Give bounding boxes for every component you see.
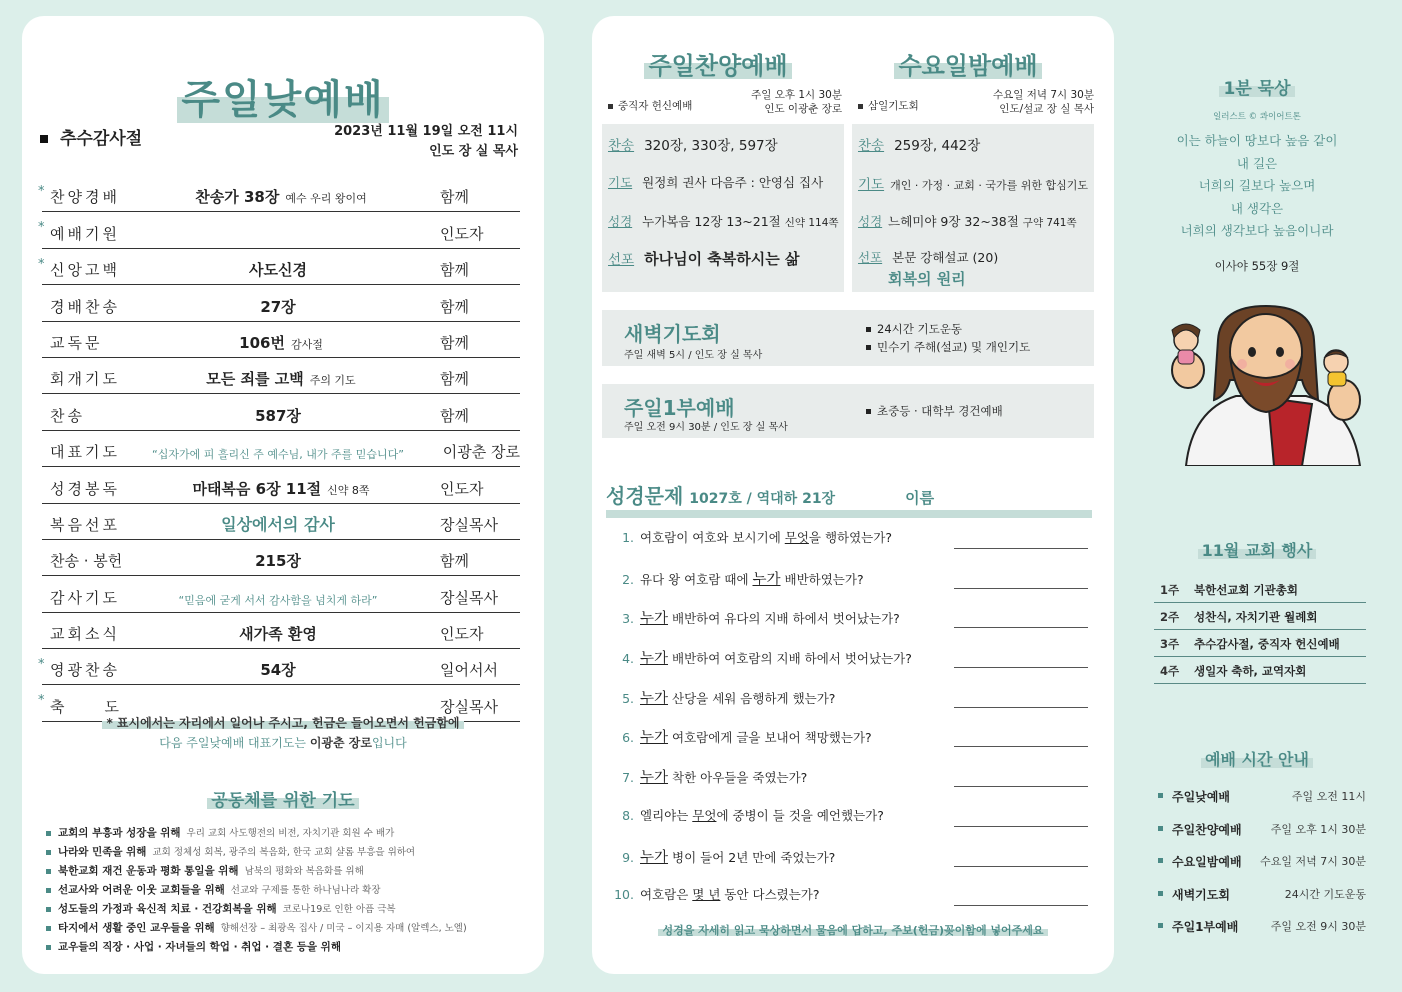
bullet-icon [46, 850, 51, 855]
list-item: 교우들의 직장 · 사업 · 자녀들의 학업 · 취업 · 결혼 등을 위해 [46, 938, 526, 957]
left-panel [22, 16, 544, 974]
quiz-question: 2. 유다 왕 여호람 때에 누가 배반하였는가? [622, 572, 864, 588]
bullet-icon [46, 907, 51, 912]
list-item: 4주 생일자 축하, 교역자회 [1154, 657, 1366, 684]
praise-service-sub: 중직자 헌신예배 [608, 98, 692, 113]
answer-line[interactable] [954, 588, 1088, 589]
wednesday-service-title: 수요일밤예배 [848, 46, 1088, 81]
list-item: 주일낮예배 주일 오전 11시 [1158, 786, 1366, 819]
middle-panel [592, 16, 1114, 974]
quiz-question: 10. 여호람은 몇 년 동안 다스렸는가? [614, 887, 820, 902]
list-item: 1주 북한선교회 기관총회 [1154, 576, 1366, 603]
list-item: 타지에서 생활 중인 교우들을 위해 향해선장 – 최광옥 집사 / 미국 – 이지용 자매 (알렉스, 노엘) [46, 919, 526, 938]
quiz-footer-note: 성경을 자세히 읽고 묵상하면서 물음에 답하고, 주보(헌금)꽂이함에 넣어주세요 [662, 924, 1044, 937]
illustration-credit: 일러스트 © 콰이어트톤 [1213, 112, 1301, 122]
list-item: 선포 하나님이 축복하시는 삶 [608, 250, 800, 268]
bullet-icon [46, 945, 51, 950]
quiz-question: 3. 누가 배반하여 유다의 지배 하에서 벗어났는가? [622, 611, 900, 627]
list-item: 새벽기도회 24시간 기도운동 [1158, 884, 1366, 917]
meditation-title: 1분 묵상 [1130, 74, 1384, 99]
meditation-verse: 이는 하늘이 땅보다 높음 같이 내 길은 너희의 길보다 높으며 내 생각은 너희의 생각보다 높음이니라 [1176, 133, 1338, 238]
main-service-title: 주일낮예배 [22, 68, 544, 125]
list-item: 찬송 259장, 442장 [858, 138, 981, 154]
bullet-icon [1158, 858, 1163, 863]
quiz-question: 7. 누가 착한 아우들을 죽였는가? [622, 770, 808, 786]
order-row: * 영광찬송 54장 일어서서 [42, 649, 520, 685]
square-bullet-icon [866, 345, 871, 350]
quiz-question: 4. 누가 배반하여 여호람의 지배 하에서 벗어났는가? [622, 651, 912, 667]
first-service-items [866, 402, 1003, 420]
quiz-question: 8. 엘리야는 무엇에 중병이 들 것을 예언했는가? [622, 808, 884, 823]
list-item: 성도들의 가정과 육신적 치료 · 건강회복을 위해 코로나19로 인한 아픔 극복 [46, 900, 526, 919]
wednesday-service-sub: 삼일기도회 [858, 98, 919, 113]
first-service-box [602, 384, 1094, 438]
quiz-question: 6. 누가 여호람에게 글을 보내어 책망했는가? [622, 730, 872, 746]
dawn-prayer-items [866, 320, 1030, 356]
list-item: 교회의 부흥과 성장을 위해 우리 교회 사도행전의 비전, 자치기관 회원 수 배가 [46, 824, 526, 843]
standing-note: * 표시에서는 자리에서 일어나 주시고, 헌금은 들어오면서 헌금함에 [106, 716, 460, 730]
worship-order [38, 176, 520, 722]
list-item: 주일1부예배 주일 오전 9시 30분 [1158, 916, 1366, 949]
wednesday-sermon-title: 회복의 원리 [888, 270, 966, 288]
square-bullet-icon [866, 327, 871, 332]
list-item: 수요일밤예배 수요일 저녁 7시 30분 [1158, 851, 1366, 884]
service-date-info [334, 122, 518, 162]
service-date: 2023년 11월 19일 오전 11시 [334, 124, 518, 139]
square-bullet-icon [40, 135, 48, 143]
dawn-prayer-title: 새벽기도회 [624, 322, 721, 346]
bullet-icon [1158, 923, 1163, 928]
list-item: 선포 본문 강해설교 (20) [858, 250, 999, 265]
answer-line[interactable] [954, 866, 1088, 867]
jesus-children-illustration [1156, 300, 1366, 466]
bullet-icon [46, 869, 51, 874]
bullet-icon [1158, 891, 1163, 896]
answer-line[interactable] [954, 667, 1088, 668]
list-item: 나라와 민족을 위해 교회 정체성 회복, 광주의 복음화, 한국 교회 샬롬 부흥을 위하여 [46, 843, 526, 862]
order-row: 대표기도 “십자가에 피 흘리신 주 예수님, 내가 주를 믿습니다” 이광춘 장로 [42, 431, 520, 467]
list-item: 24시간 기도운동 [866, 320, 1030, 338]
answer-line[interactable] [954, 786, 1088, 787]
bullet-icon [46, 888, 51, 893]
praise-service-time: 주일 오후 1시 30분 인도 이광춘 장로 [751, 89, 842, 115]
order-row: * 축도 장실목사 [42, 685, 520, 721]
first-service-sub: 주일 오전 9시 30분 / 인도 장 실 목사 [624, 422, 788, 433]
list-item: 2주 성찬식, 자치기관 월례회 [1154, 603, 1366, 630]
jesus-illustration-icon [1156, 300, 1366, 466]
order-row: 찬송 · 봉헌 215장 함께 [42, 540, 520, 576]
answer-line[interactable] [954, 826, 1088, 827]
list-item: 북한교회 재건 운동과 평화 통일을 위해 남북의 평화와 복음화를 위해 [46, 862, 526, 881]
order-row: 교회소식 새가족 환영 인도자 [42, 613, 520, 649]
square-bullet-icon [608, 104, 613, 109]
wednesday-service-box [852, 124, 1094, 292]
section-heading: 추수감사절 [40, 124, 142, 149]
square-bullet-icon [866, 409, 871, 414]
list-item: 기도 개인 · 가정 · 교회 · 국가를 위한 합심기도 [858, 177, 1088, 193]
events-list [1154, 576, 1366, 684]
verse-reference: 이사야 55장 9절 [1214, 259, 1300, 273]
praise-service-title: 주일찬양예배 [598, 46, 838, 81]
service-times-list [1158, 786, 1366, 949]
prayer-title: 공동체를 위한 기도 [22, 786, 544, 811]
list-item: 3주 추수감사절, 중직자 헌신예배 [1154, 630, 1366, 657]
order-row: * 신앙고백 사도신경 함께 [42, 249, 520, 285]
praise-service-box [602, 124, 844, 292]
next-prayer-note: 다음 주일낮예배 대표기도는 이광춘 장로입니다 [159, 736, 407, 750]
bullet-icon [46, 926, 51, 931]
bullet-icon [46, 831, 51, 836]
list-item: 선교사와 어려운 이웃 교회들을 위해 선교와 구제를 통한 하나님나라 확장 [46, 881, 526, 900]
service-leader: 인도 장 실 목사 [429, 144, 518, 159]
square-bullet-icon [858, 104, 863, 109]
answer-line[interactable] [954, 548, 1088, 549]
service-times-title: 예배 시간 안내 [1130, 747, 1384, 770]
list-item: 초중등 · 대학부 경건예배 [866, 402, 1003, 420]
order-row: 복음선포 일상에서의 감사 장실목사 [42, 504, 520, 540]
order-row: 감사기도 “믿음에 굳게 서서 감사함을 넘치게 하라” 장실목사 [42, 576, 520, 612]
quiz-question: 1. 여호람이 여호와 보시기에 무엇을 행하였는가? [622, 530, 892, 545]
quiz-question: 9. 누가 병이 들어 2년 만에 죽었는가? [622, 850, 836, 866]
quiz-question: 5. 누가 산당을 세워 음행하게 했는가? [622, 691, 836, 707]
order-row: 찬송 587장 함께 [42, 394, 520, 430]
order-row: 경배찬송 27장 함께 [42, 285, 520, 321]
order-row: 교독문 106번 감사절 함께 [42, 322, 520, 358]
answer-line[interactable] [954, 746, 1088, 747]
order-row: * 예배기원 인도자 [42, 212, 520, 248]
dawn-prayer-box [602, 310, 1094, 366]
bullet-icon [1158, 826, 1163, 831]
prayer-list [46, 824, 526, 957]
list-item: 성경 느헤미야 9장 32~38절 구약 741쪽 [858, 214, 1077, 229]
list-item: 성경 누가복음 12장 13~21절 신약 114쪽 [608, 214, 839, 229]
answer-line[interactable] [954, 905, 1088, 906]
bullet-icon [1158, 793, 1163, 798]
first-service-title: 주일1부예배 [624, 396, 735, 420]
list-item: 기도 원정희 권사 다음주 : 안영심 집사 [608, 175, 824, 190]
quiz-title-underline [606, 510, 1092, 518]
answer-line[interactable] [954, 707, 1088, 708]
list-item: 민수기 주해(설교) 및 개인기도 [866, 338, 1030, 356]
list-item: 찬송 320장, 330장, 597장 [608, 138, 778, 154]
dawn-prayer-sub: 주일 새벽 5시 / 인도 장 실 목사 [624, 350, 763, 361]
order-row: * 찬양경배 찬송가 38장 예수 우리 왕이여 함께 [42, 176, 520, 212]
events-title: 11월 교회 행사 [1130, 538, 1384, 561]
list-item: 주일찬양예배 주일 오후 1시 30분 [1158, 819, 1366, 852]
wednesday-service-time: 수요일 저녁 7시 30분 인도/설교 장 실 목사 [992, 89, 1094, 115]
order-row: 성경봉독 마태복음 6장 11절 신약 8쪽 인도자 [42, 467, 520, 503]
quiz-title: 성경문제 1027호 / 역대하 21장 이름 [606, 484, 935, 508]
answer-line[interactable] [954, 627, 1088, 628]
order-row: 회개기도 모든 죄를 고백 주의 기도 함께 [42, 358, 520, 394]
